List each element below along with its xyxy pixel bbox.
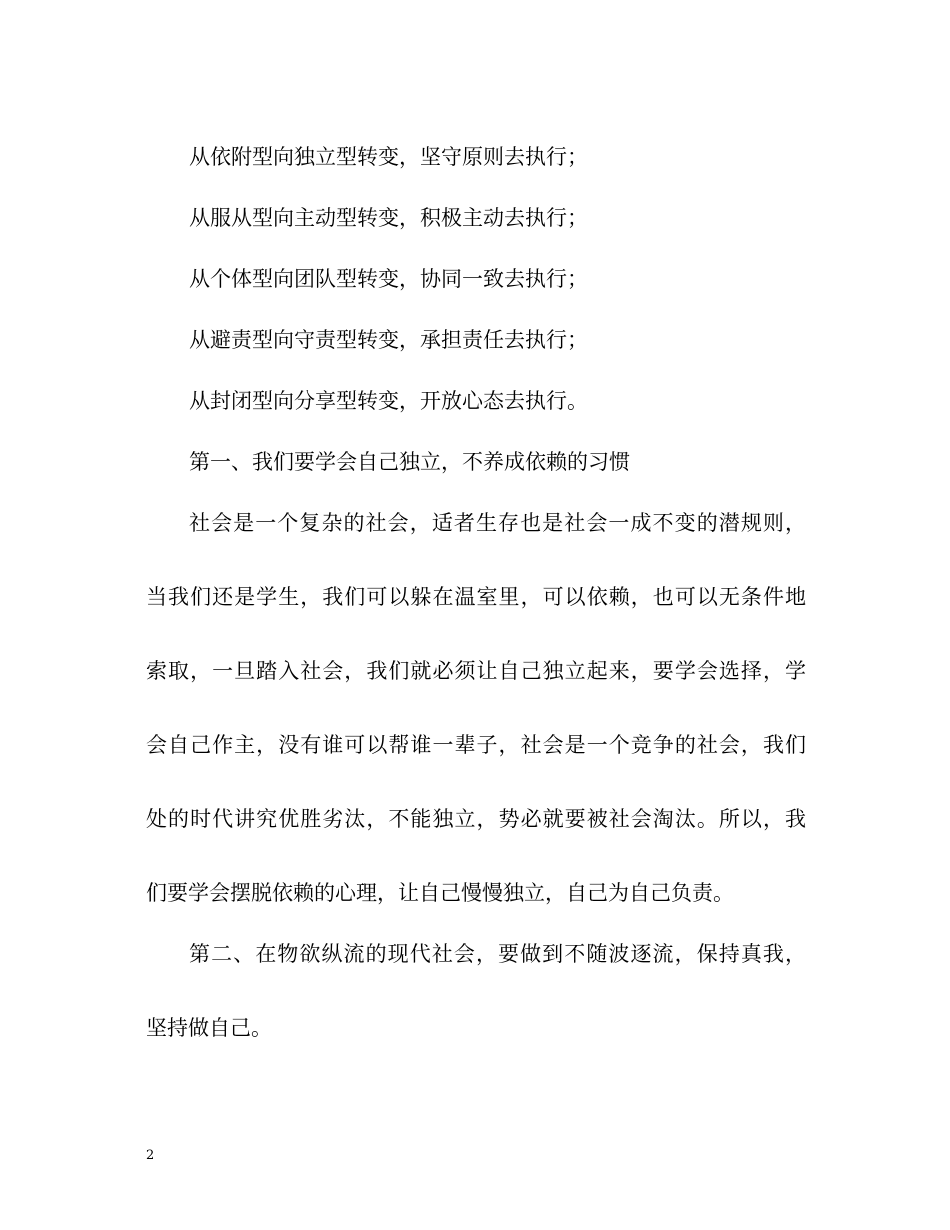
text-line: 社会是一个复杂的社会，适者生存也是社会一成不变的潜规则， <box>189 511 806 535</box>
text-line: 们要学会摆脱依赖的心理，让自己慢慢独立，自己为自己负责。 <box>146 881 734 905</box>
section-heading: 第一、我们要学会自己独立，不养成依赖的习惯 <box>189 450 630 474</box>
text-line: 当我们还是学生，我们可以躲在温室里，可以依赖，也可以无条件地 <box>146 585 806 609</box>
text-line: 索取，一旦踏入社会，我们就必须让自己独立起来，要学会选择，学 <box>146 659 806 683</box>
text-line: 处的时代讲究优胜劣汰，不能独立，势必就要被社会淘汰。所以，我 <box>146 807 806 831</box>
text-line: 从服从型向主动型转变，积极主动去执行； <box>189 206 588 230</box>
text-line: 坚持做自己。 <box>146 1016 272 1040</box>
text-line: 从避责型向守责型转变，承担责任去执行； <box>189 328 588 352</box>
text-line: 从封闭型向分享型转变，开放心态去执行。 <box>189 389 588 413</box>
text-line: 从依附型向独立型转变，坚守原则去执行； <box>189 145 588 169</box>
page-number: 2 <box>146 1148 155 1163</box>
text-line: 从个体型向团队型转变，协同一致去执行； <box>189 267 588 291</box>
section-heading: 第二、在物欲纵流的现代社会，要做到不随波逐流，保持真我， <box>189 942 806 966</box>
document-body <box>146 140 806 1045</box>
text-line: 会自己作主，没有谁可以帮谁一辈子，社会是一个竞争的社会，我们 <box>146 733 806 757</box>
